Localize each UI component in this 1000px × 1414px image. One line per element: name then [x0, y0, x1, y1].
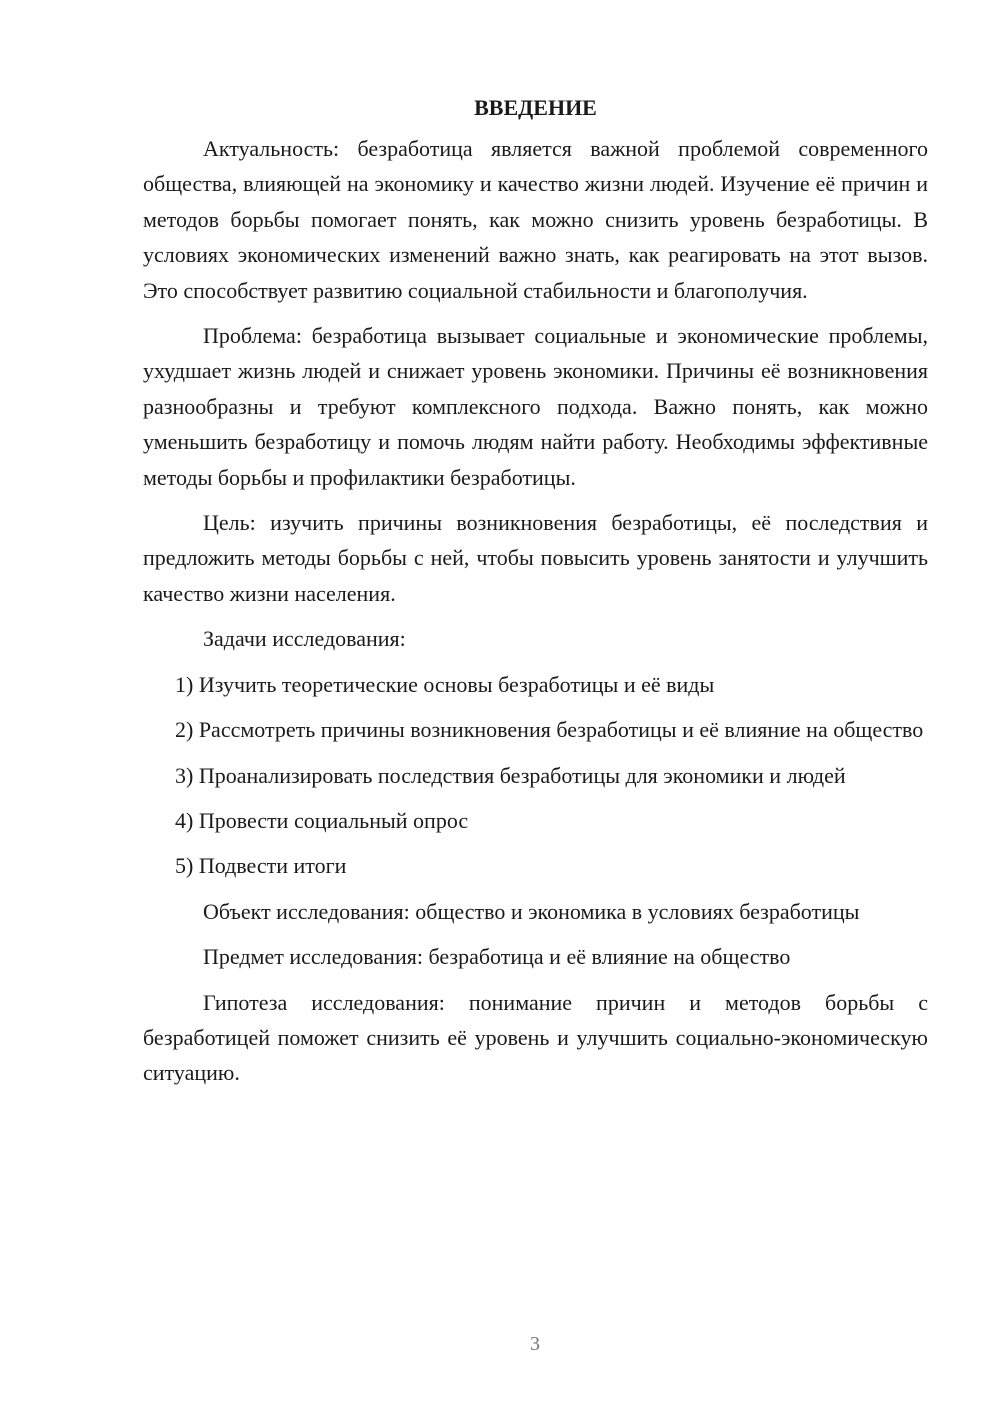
page-number: 3 [530, 1333, 540, 1355]
problem-paragraph: Проблема: безработица вызывает социальные и экономические проблемы, ухудшает жизнь людей и снижает уровень экономики. Причины её возникновения разнообразны и требуют комплексного подхода. Важно понять, как можно уменьшить безработицу и помочь людям найти работу. Необходимы эффективные методы борьбы и профилактики безработицы. [143, 323, 928, 490]
tasks-heading: Задачи исследования: [203, 626, 406, 652]
task-item-3: 3) Проанализировать последствия безработицы для экономики и людей [175, 762, 846, 788]
task-item-1: 1) Изучить теоретические основы безработицы и её виды [175, 671, 715, 697]
task-item-4: 4) Провести социальный опрос [175, 807, 469, 833]
relevance-paragraph: Актуальность: безработица является важной проблемой современного общества, влияющей на экономику и качество жизни людей. Изучение её причин и методов борьбы помогает понять, как можно снизить уровень безработицы. В условиях экономических изменений важно знать, как реагировать на этот вызов. Это способствует развитию социальной стабильности и благополучия. [143, 136, 928, 303]
object-paragraph: Объект исследования: общество и экономика в условиях безработицы [203, 898, 860, 924]
task-item-5: 5) Подвести итоги [175, 853, 347, 879]
section-title: ВВЕДЕНИЕ [474, 95, 597, 120]
hypothesis-paragraph: Гипотеза исследования: понимание причин и методов борьбы с безработицей поможет снизить её уровень и улучшить социально-экономическую ситуацию. [143, 989, 928, 1086]
subject-paragraph: Предмет исследования: безработица и её влияние на общество [203, 944, 791, 970]
task-item-2: 2) Рассмотреть причины возникновения безработицы и её влияние на общество [175, 717, 924, 743]
goal-paragraph: Цель: изучить причины возникновения безработицы, её последствия и предложить методы борьбы с ней, чтобы повысить уровень занятости и улучшить качество жизни населения. [143, 510, 928, 606]
document-page [143, 90, 928, 1101]
